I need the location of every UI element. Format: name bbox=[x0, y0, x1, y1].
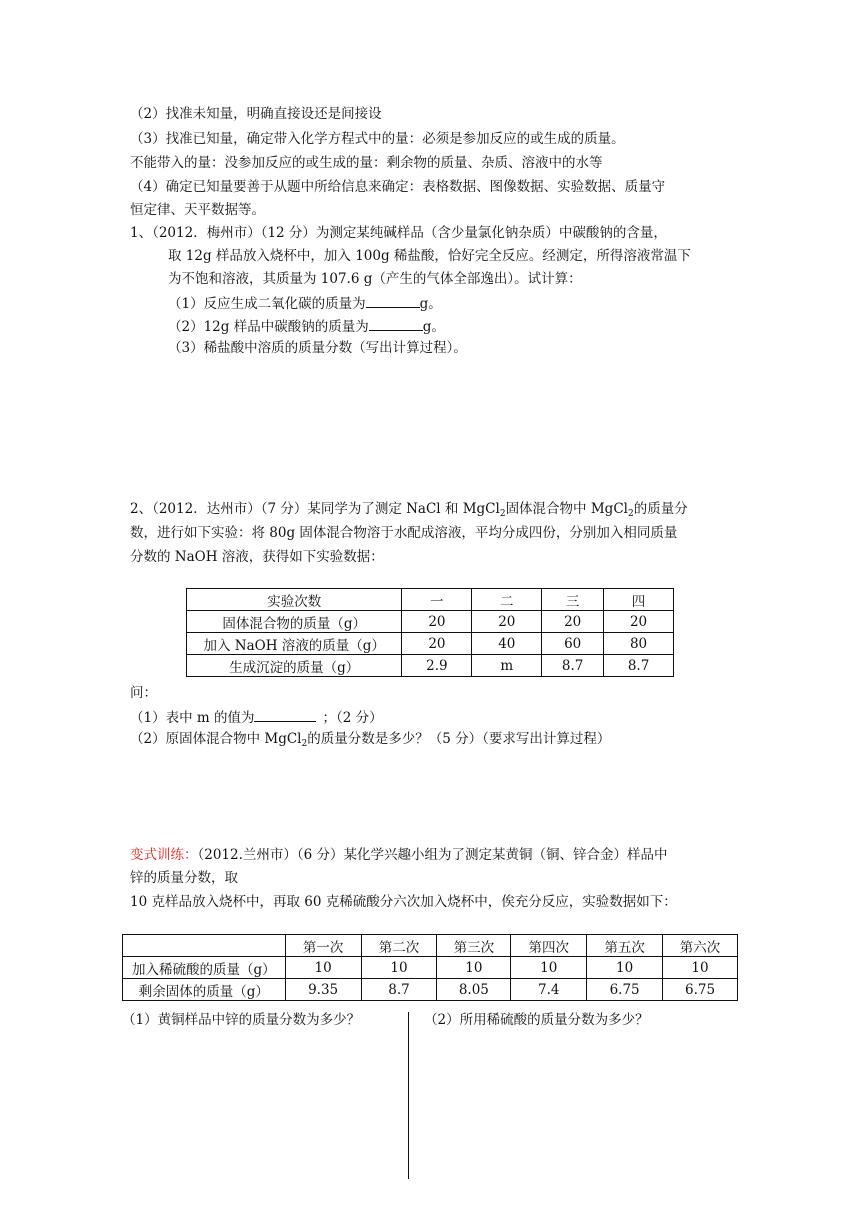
table-cell: 6.75 bbox=[663, 979, 738, 1001]
table-cell: 10 bbox=[587, 957, 663, 979]
q1-sub2-text: （2）12g 样品中碳酸钠的质量为 bbox=[168, 319, 369, 335]
table-cell: 第二次 bbox=[361, 935, 437, 957]
table-cell: 第一次 bbox=[285, 935, 361, 957]
table-cell: 加入 NaOH 溶液的质量（g） bbox=[187, 633, 402, 655]
q2-sub2-b: 的质量分数是多少？（5 分）（要求写出计算过程） bbox=[307, 731, 611, 747]
subscript: 2 bbox=[627, 509, 634, 519]
table-cell: 80 bbox=[604, 633, 674, 655]
table-cell: 6.75 bbox=[587, 979, 663, 1001]
table-row bbox=[123, 957, 738, 979]
q1-sub1-unit: g。 bbox=[419, 296, 442, 312]
answer-blank[interactable] bbox=[254, 707, 316, 722]
table-cell: 第六次 bbox=[663, 935, 738, 957]
q2-sub1-score: ；（2 分） bbox=[322, 710, 383, 726]
subscript: 2 bbox=[301, 739, 308, 749]
table-row bbox=[187, 611, 674, 633]
variant-training-label: 变式训练： bbox=[130, 847, 198, 863]
q2-line2: 数，进行如下实验：将 80g 固体混合物溶于水配成溶液，平均分成四份，分别加入相同质量 bbox=[130, 525, 678, 541]
table-cell: 固体混合物的质量（g） bbox=[187, 611, 402, 633]
q1-sub3: （3）稀盐酸中溶质的质量分数（写出计算过程）。 bbox=[168, 340, 467, 356]
q2-sub1-text: （1）表中 m 的值为 bbox=[130, 710, 255, 726]
q1-sub1 bbox=[168, 293, 442, 313]
q1-sub2 bbox=[168, 316, 445, 336]
table-cell: 10 bbox=[511, 957, 587, 979]
q2-data-table bbox=[186, 588, 674, 677]
table-header-row bbox=[123, 935, 738, 957]
table-row bbox=[123, 979, 738, 1001]
table-cell: 第三次 bbox=[437, 935, 511, 957]
table-cell: 9.35 bbox=[285, 979, 361, 1001]
q2-sub2-a: （2）原固体混合物中 MgCl bbox=[130, 731, 302, 747]
table-header-row bbox=[187, 589, 674, 611]
table-cell bbox=[123, 935, 286, 957]
table-cell: 10 bbox=[437, 957, 511, 979]
table-row bbox=[187, 655, 674, 677]
table-cell: 8.05 bbox=[437, 979, 511, 1001]
table-cell: 10 bbox=[285, 957, 361, 979]
table-cell: 2.9 bbox=[402, 655, 472, 677]
note-4b: 恒定律、天平数据等。 bbox=[130, 202, 265, 218]
q3-left-question: （1）黄铜样品中锌的质量分数为多少？ bbox=[122, 1012, 361, 1028]
table-cell: 40 bbox=[472, 633, 542, 655]
table-cell: 10 bbox=[361, 957, 437, 979]
table-cell: 7.4 bbox=[511, 979, 587, 1001]
q1-line1: 1、（2012．梅州市）（12 分）为测定某纯碱样品（含少量氯化钠杂质）中碳酸钠的含量， bbox=[130, 225, 667, 241]
table-cell: 8.7 bbox=[542, 655, 604, 677]
answer-divider bbox=[408, 1012, 409, 1179]
q3-line1 bbox=[130, 846, 668, 864]
q2-sub1 bbox=[130, 707, 383, 727]
q1-line2: 取 12g 样品放入烧杯中，加入 100g 稀盐酸，恰好完全反应。经测定，所得溶液常温下 bbox=[168, 248, 691, 264]
table-cell: 第五次 bbox=[587, 935, 663, 957]
q3-data-table bbox=[122, 934, 738, 1001]
q3-line3: 10 克样品放入烧杯中，再取 60 克稀硫酸分六次加入烧杯中，俟充分反应，实验数据如下： bbox=[130, 894, 677, 910]
q1-sub1-text: （1）反应生成二氧化碳的质量为 bbox=[168, 296, 366, 312]
q3-right-question: （2）所用稀硫酸的质量分数为多少？ bbox=[424, 1012, 649, 1028]
table-cell: 第四次 bbox=[511, 935, 587, 957]
q2-line3: 分数的 NaOH 溶液，获得如下实验数据： bbox=[130, 549, 384, 565]
subscript: 2 bbox=[499, 509, 506, 519]
table-cell: 实验次数 bbox=[187, 589, 402, 611]
table-cell: 20 bbox=[604, 611, 674, 633]
answer-blank[interactable] bbox=[369, 316, 423, 331]
q2-sub2 bbox=[130, 730, 610, 753]
q2-line1-c: 的质量分 bbox=[633, 501, 688, 517]
table-cell: 剩余固体的质量（g） bbox=[123, 979, 286, 1001]
table-cell: 20 bbox=[402, 633, 472, 655]
note-2: （2）找准未知量，明确直接设还是间接设 bbox=[130, 106, 382, 122]
q1-sub2-unit: g。 bbox=[422, 319, 445, 335]
table-cell: 8.7 bbox=[604, 655, 674, 677]
table-cell: 10 bbox=[663, 957, 738, 979]
table-cell: 加入稀硫酸的质量（g） bbox=[123, 957, 286, 979]
table-cell: 四 bbox=[604, 589, 674, 611]
table-row bbox=[187, 633, 674, 655]
table-cell: 60 bbox=[542, 633, 604, 655]
table-cell: 20 bbox=[402, 611, 472, 633]
table-cell: 二 bbox=[472, 589, 542, 611]
q3-line2: 锌的质量分数，取 bbox=[130, 870, 238, 886]
table-cell: 生成沉淀的质量（g） bbox=[187, 655, 402, 677]
note-3b: 不能带入的量：没参加反应的或生成的量：剩余物的质量、杂质、溶液中的水等 bbox=[130, 155, 603, 171]
table-cell: 20 bbox=[542, 611, 604, 633]
table-cell: 三 bbox=[542, 589, 604, 611]
note-4a: （4）确定已知量要善于从题中所给信息来确定：表格数据、图像数据、实验数据、质量守 bbox=[130, 179, 666, 195]
answer-blank[interactable] bbox=[366, 293, 420, 308]
table-cell: m bbox=[472, 655, 542, 677]
note-3: （3）找准已知量，确定带入化学方程式中的量：必须是参加反应的或生成的质量。 bbox=[130, 131, 625, 147]
q1-line3: 为不饱和溶液，其质量为 107.6 g（产生的气体全部逸出）。试计算： bbox=[168, 271, 582, 287]
table-cell: 8.7 bbox=[361, 979, 437, 1001]
q3-line1-text: （2012.兰州市）（6 分）某化学兴趣小组为了测定某黄铜（铜、锌合金）样品中 bbox=[197, 847, 668, 863]
table-cell: 一 bbox=[402, 589, 472, 611]
q2-ask: 问： bbox=[130, 685, 157, 701]
q2-line1 bbox=[130, 500, 688, 523]
table-cell: 20 bbox=[472, 611, 542, 633]
q2-line1-a: 2、（2012．达州市）（7 分）某同学为了测定 NaCl 和 MgCl bbox=[130, 501, 500, 517]
q2-line1-b: 固体混合物中 MgCl bbox=[505, 501, 628, 517]
